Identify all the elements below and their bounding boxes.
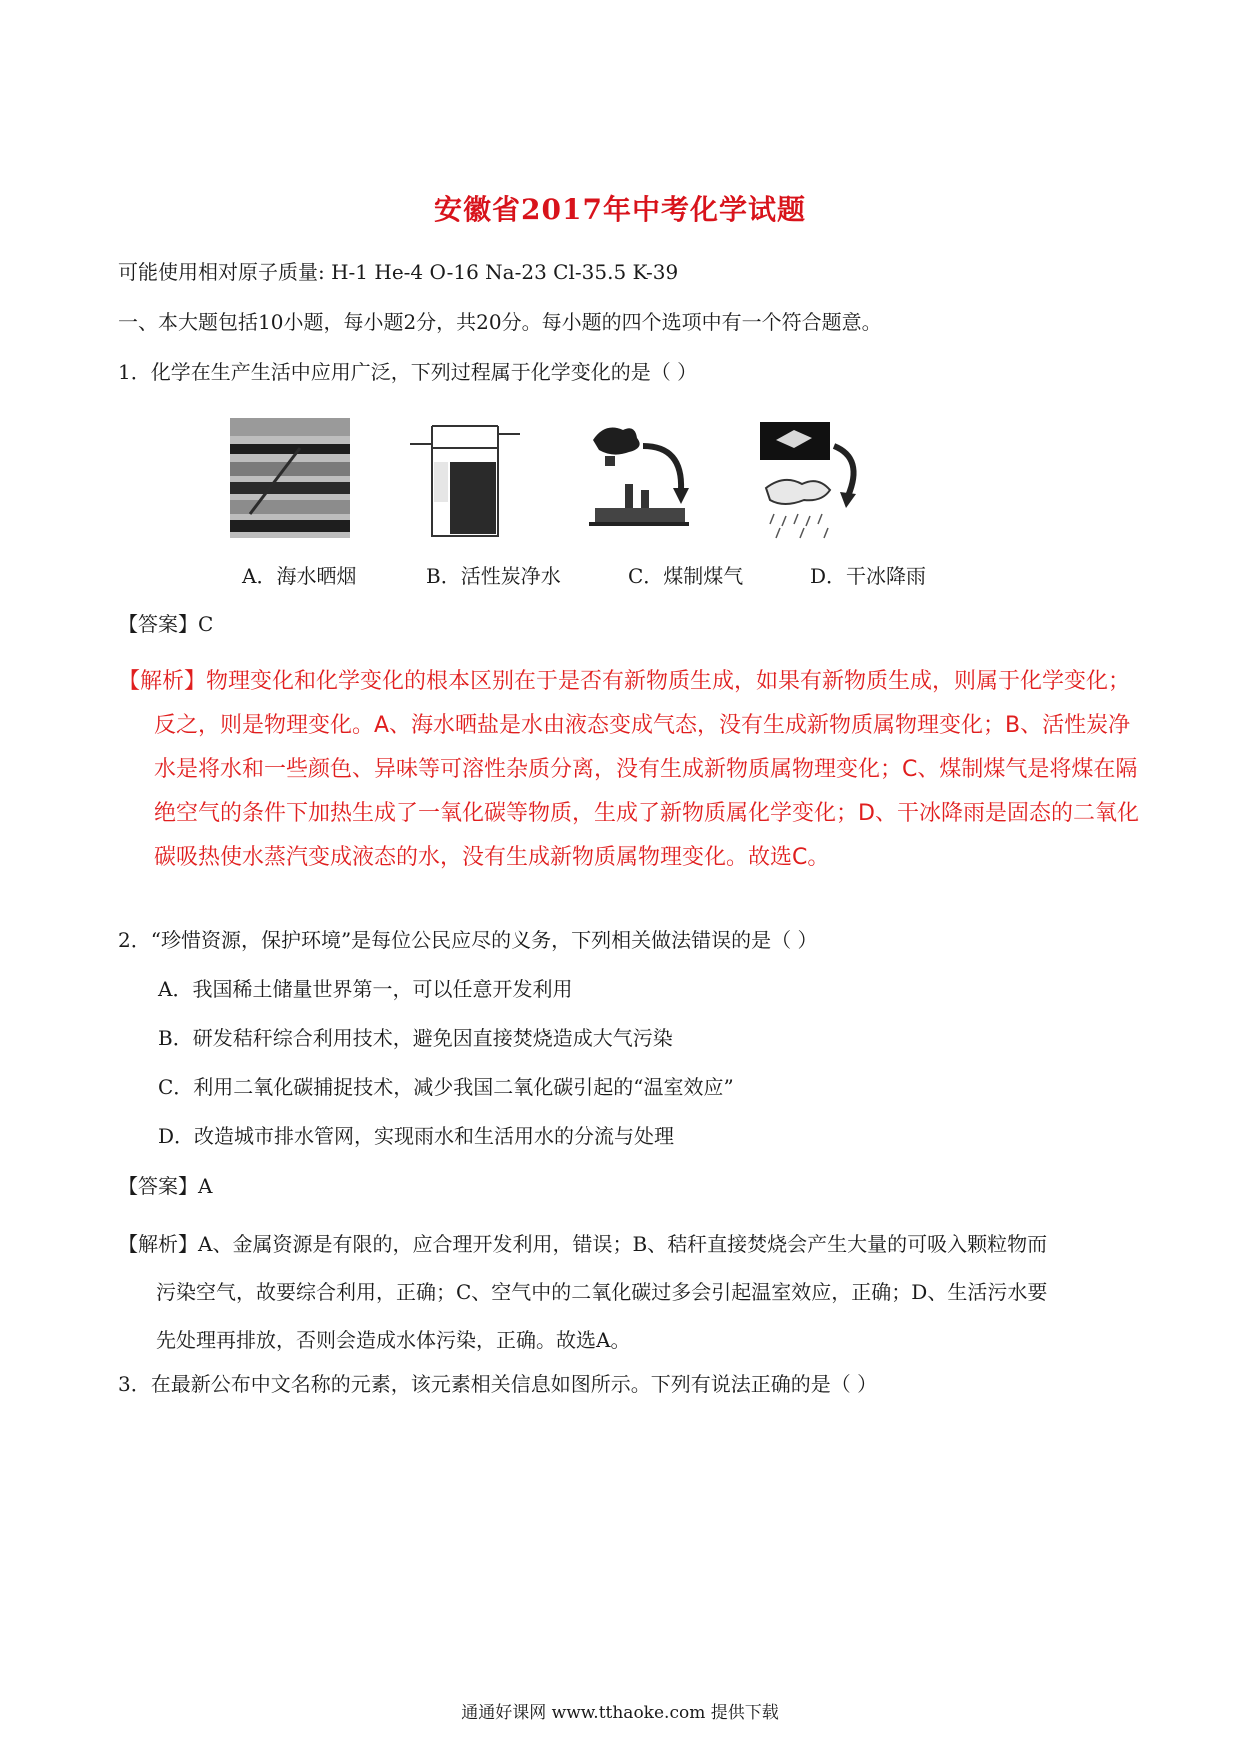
q2-explanation-line: 【解析】A、金属资源是有限的，应合理开发利用，错误；B、秸秆直接焚烧会产生大量的可吸入颗粒物而 (118, 1232, 1048, 1256)
figure-carbon-filter-image (410, 418, 520, 538)
q1-explanation (118, 660, 1139, 880)
q2-explanation (118, 1220, 1047, 1364)
q2-explanation-line: 污染空气，故要综合利用，正确；C、空气中的二氧化碳过多会引起温室效应，正确；D、生活污水要 (156, 1280, 1048, 1304)
q2-option-c: C．利用二氧化碳捕捉技术，减少我国二氧化碳引起的“温室效应” (158, 1075, 734, 1099)
question-2-stem: 2．“珍惜资源，保护环境”是每位公民应尽的义务，下列相关做法错误的是（ ） (118, 928, 818, 952)
q2-option-a: A．我国稀土储量世界第一，可以任意开发利用 (158, 977, 573, 1001)
q2-option-d: D．改造城市排水管网，实现雨水和生活用水的分流与处理 (158, 1124, 675, 1148)
section-heading: 一、本大题包括10小题，每小题2分，共20分。每小题的四个选项中有一个符合题意。 (118, 310, 882, 334)
q1-explanation-line: 水是将水和一些颜色、异味等可溶性杂质分离，没有生成新物质属物理变化；C、煤制煤气是将煤在隔 (154, 757, 1138, 782)
q1-explanation-line: 绝空气的条件下加热生成了一氧化碳等物质，生成了新物质属化学变化；D、干冰降雨是固态的二氧化 (154, 801, 1139, 826)
figure-sea-salt-image (230, 418, 350, 538)
q1-explanation-line: 反之，则是物理变化。A、海水晒盐是水由液态变成气态，没有生成新物质属物理变化；B、活性炭净 (154, 713, 1131, 738)
q1-option-c: C．煤制煤气 (628, 564, 744, 588)
q2-option-b: B．研发秸秆综合利用技术，避免因直接焚烧造成大气污染 (158, 1026, 673, 1050)
atomic-masses-line: 可能使用相对原子质量: H-1 He-4 O-16 Na-23 Cl-35.5 K-39 (118, 260, 679, 284)
page-footer: 通通好课网 www.tthaoke.com 提供下载 (461, 1703, 779, 1723)
page-title: 安徽省2017年中考化学试题 (434, 193, 806, 226)
question-3-stem: 3．在最新公布中文名称的元素，该元素相关信息如图所示。下列有说法正确的是（ ） (118, 1372, 878, 1396)
q1-explanation-line: 碳吸热使水蒸汽变成液态的水，没有生成新物质属物理变化。故选C。 (154, 845, 830, 870)
figure-dry-ice-rain-image (760, 418, 875, 543)
q1-explanation-line: 【解析】物理变化和化学变化的根本区别在于是否有新物质生成，如果有新物质生成，则属于化学变化； (118, 669, 1131, 694)
q1-option-d: D．干冰降雨 (810, 564, 927, 588)
question-1-stem: 1．化学在生产生活中应用广泛，下列过程属于化学变化的是（ ） (118, 360, 698, 384)
q2-explanation-line: 先处理再排放，否则会造成水体污染，正确。故选A。 (156, 1328, 631, 1352)
q2-answer: 【答案】A (118, 1174, 213, 1198)
q1-option-b: B．活性炭净水 (426, 564, 561, 588)
figure-coal-gas-image (585, 418, 705, 543)
q1-option-a: A．海水晒烟 (242, 564, 357, 588)
q1-answer: 【答案】C (118, 612, 214, 636)
